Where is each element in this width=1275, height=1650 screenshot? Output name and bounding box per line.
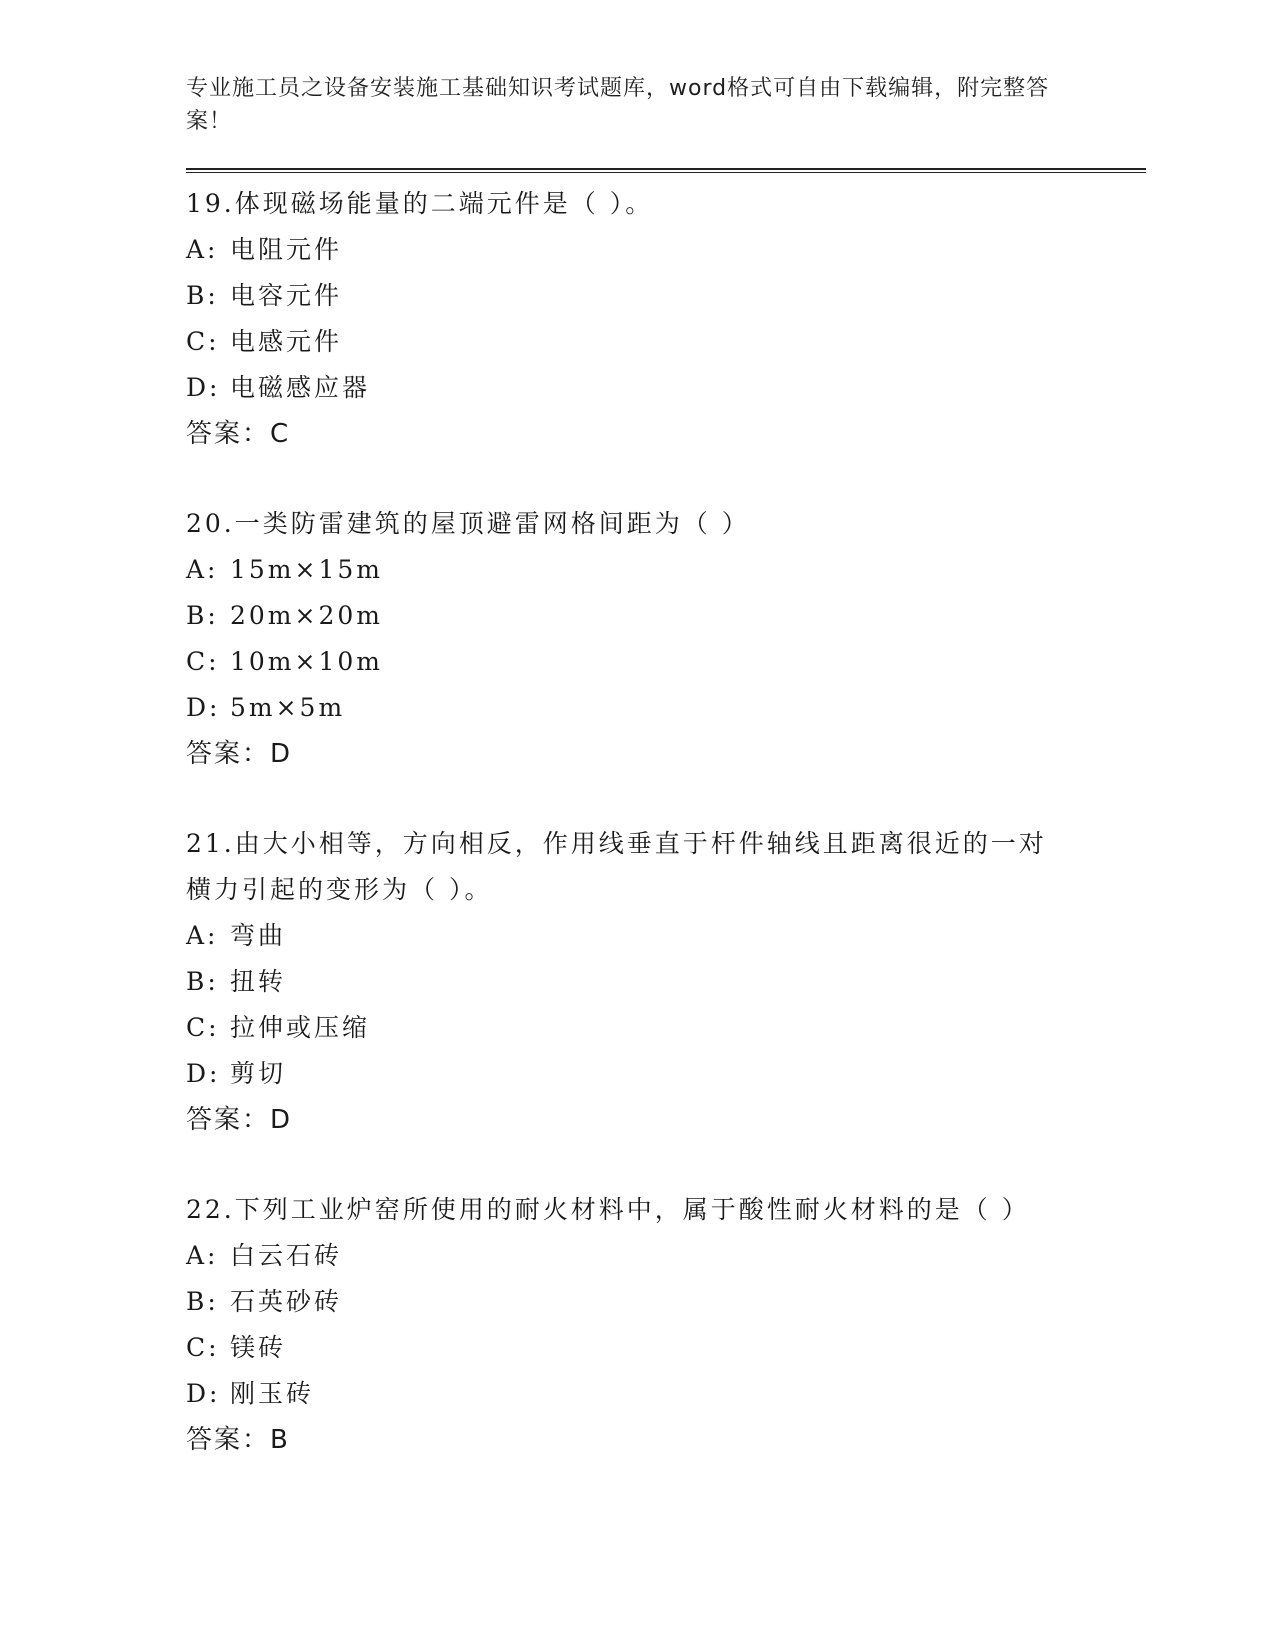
option-letter: C: <box>186 327 220 356</box>
option-letter: D: <box>186 693 221 722</box>
document-page <box>186 72 1146 1507</box>
option-letter: C: <box>186 647 220 676</box>
option-letter: A: <box>186 235 219 264</box>
option-letter: C: <box>186 1333 220 1362</box>
option-letter: B: <box>186 281 219 310</box>
option-text: 5m×5m <box>230 693 346 722</box>
option-text: 镁砖 <box>230 1333 287 1362</box>
question-stem: 20.一类防雷建筑的屋顶避雷网格间距为（ ） <box>186 509 750 538</box>
option-text: 拉伸或压缩 <box>230 1013 371 1042</box>
option-d <box>186 1371 1146 1417</box>
answer-line: 答案：D <box>186 1105 293 1135</box>
option-letter: C: <box>186 1013 220 1042</box>
option-b <box>186 593 1146 639</box>
option-a <box>186 1233 1146 1279</box>
option-text: 15m×15m <box>230 555 383 584</box>
option-d <box>186 685 1146 731</box>
answer-line: 答案：B <box>186 1425 290 1455</box>
option-b <box>186 1279 1146 1325</box>
question-list <box>186 181 1146 1463</box>
option-text: 电感元件 <box>230 327 343 356</box>
option-c <box>186 319 1146 365</box>
option-text: 扭转 <box>230 967 287 996</box>
option-letter: B: <box>186 1287 219 1316</box>
option-d <box>186 1051 1146 1097</box>
option-d <box>186 365 1146 411</box>
option-text: 白云石砖 <box>230 1241 343 1270</box>
option-text: 10m×10m <box>230 647 383 676</box>
option-text: 石英砂砖 <box>230 1287 343 1316</box>
option-b <box>186 273 1146 319</box>
option-letter: A: <box>186 555 219 584</box>
option-text: 剪切 <box>230 1059 287 1088</box>
option-letter: B: <box>186 601 219 630</box>
question-stem: 19.体现磁场能量的二端元件是（ ）。 <box>186 189 654 218</box>
answer-line: 答案：D <box>186 739 293 769</box>
option-a <box>186 227 1146 273</box>
option-a <box>186 913 1146 959</box>
question-item <box>186 821 1146 1143</box>
answer-line: 答案：C <box>186 419 291 449</box>
option-letter: D: <box>186 373 221 402</box>
option-text: 电阻元件 <box>230 235 343 264</box>
option-text: 电磁感应器 <box>230 373 371 402</box>
option-letter: B: <box>186 967 219 996</box>
option-text: 20m×20m <box>230 601 383 630</box>
document-header-note: 专业施工员之设备安装施工基础知识考试题库，word格式可自由下载编辑，附完整答案！ <box>186 76 1050 134</box>
question-stem: 21.由大小相等，方向相反，作用线垂直于杆件轴线且距离很近的一对横力引起的变形为（ ）。 <box>186 829 1047 904</box>
option-a <box>186 547 1146 593</box>
question-item <box>186 501 1146 777</box>
header-divider <box>186 168 1146 173</box>
option-letter: D: <box>186 1059 221 1088</box>
option-text: 电容元件 <box>230 281 343 310</box>
option-letter: D: <box>186 1379 221 1408</box>
option-c <box>186 639 1146 685</box>
option-letter: A: <box>186 1241 219 1270</box>
option-b <box>186 959 1146 1005</box>
option-letter: A: <box>186 921 219 950</box>
option-c <box>186 1325 1146 1371</box>
option-text: 弯曲 <box>230 921 287 950</box>
option-c <box>186 1005 1146 1051</box>
option-text: 刚玉砖 <box>230 1379 315 1408</box>
question-item <box>186 181 1146 457</box>
question-stem: 22.下列工业炉窑所使用的耐火材料中，属于酸性耐火材料的是（ ） <box>186 1195 1030 1224</box>
question-item <box>186 1187 1146 1463</box>
